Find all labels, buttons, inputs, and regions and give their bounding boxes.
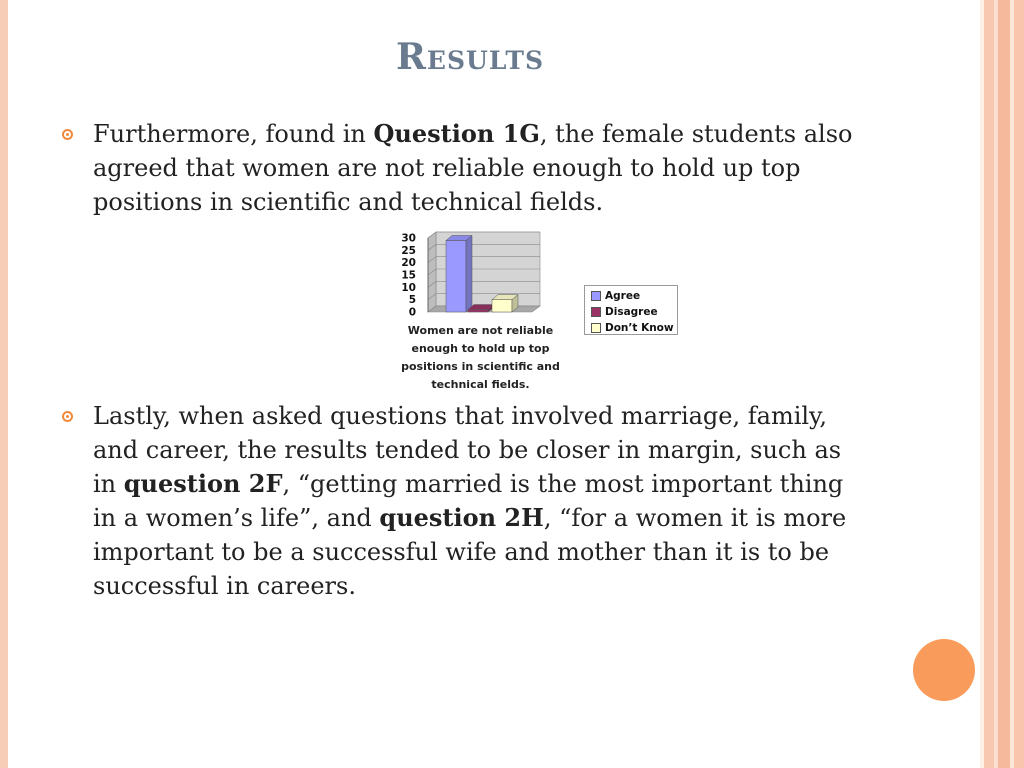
- bar-don-t-know: [492, 300, 512, 312]
- bullet-text-2: Lastly, when asked questions that involved marriage, family, and career, the results tended to be closer in margin, such as in question 2F, “getting married is the most important thing in a women’s life”, and question 2H, “for a women it is more important to be a successful wife and mother than it is to be successful in careers.: [93, 402, 847, 600]
- y-tick-label: 5: [408, 294, 416, 307]
- y-tick-label: 20: [401, 257, 416, 270]
- bullet-item-2: [62, 399, 862, 603]
- legend-label: Don’t Know: [605, 322, 674, 334]
- bullet-icon: [62, 411, 73, 422]
- chart-category-label: Women are not reliable enough to hold up top positions in scientific and technical fields.: [401, 324, 560, 391]
- bullet-item-1: [62, 117, 862, 219]
- bullet-icon: [62, 129, 73, 140]
- bar-agree: [446, 240, 466, 312]
- legend-label: Disagree: [605, 306, 658, 318]
- bar-side: [466, 235, 472, 312]
- legend-entry: [591, 320, 677, 336]
- y-tick-label: 0: [408, 306, 416, 319]
- left-decor-stripe: [0, 0, 8, 768]
- legend-label: Agree: [605, 290, 641, 302]
- y-tick-label: 30: [401, 232, 416, 245]
- bullet-text-1: Furthermore, found in Question 1G, the female students also agreed that women are not reliable enough to hold up top positions in scientific and technical fields.: [93, 119, 853, 216]
- bar-disagree: [468, 310, 488, 312]
- chart-legend: [584, 285, 678, 335]
- bar-chart: [380, 226, 570, 326]
- decorative-circle: [913, 639, 975, 701]
- y-tick-label: 10: [401, 281, 416, 294]
- legend-swatch: [591, 307, 601, 317]
- legend-entry: [591, 288, 677, 304]
- y-tick-label: 25: [401, 244, 416, 257]
- right-decor-stripes: [980, 0, 1024, 768]
- legend-swatch: [591, 291, 601, 301]
- y-tick-label: 15: [401, 269, 416, 282]
- slide-title: Results: [395, 36, 545, 78]
- legend-entry: [591, 304, 677, 320]
- legend-swatch: [591, 323, 601, 333]
